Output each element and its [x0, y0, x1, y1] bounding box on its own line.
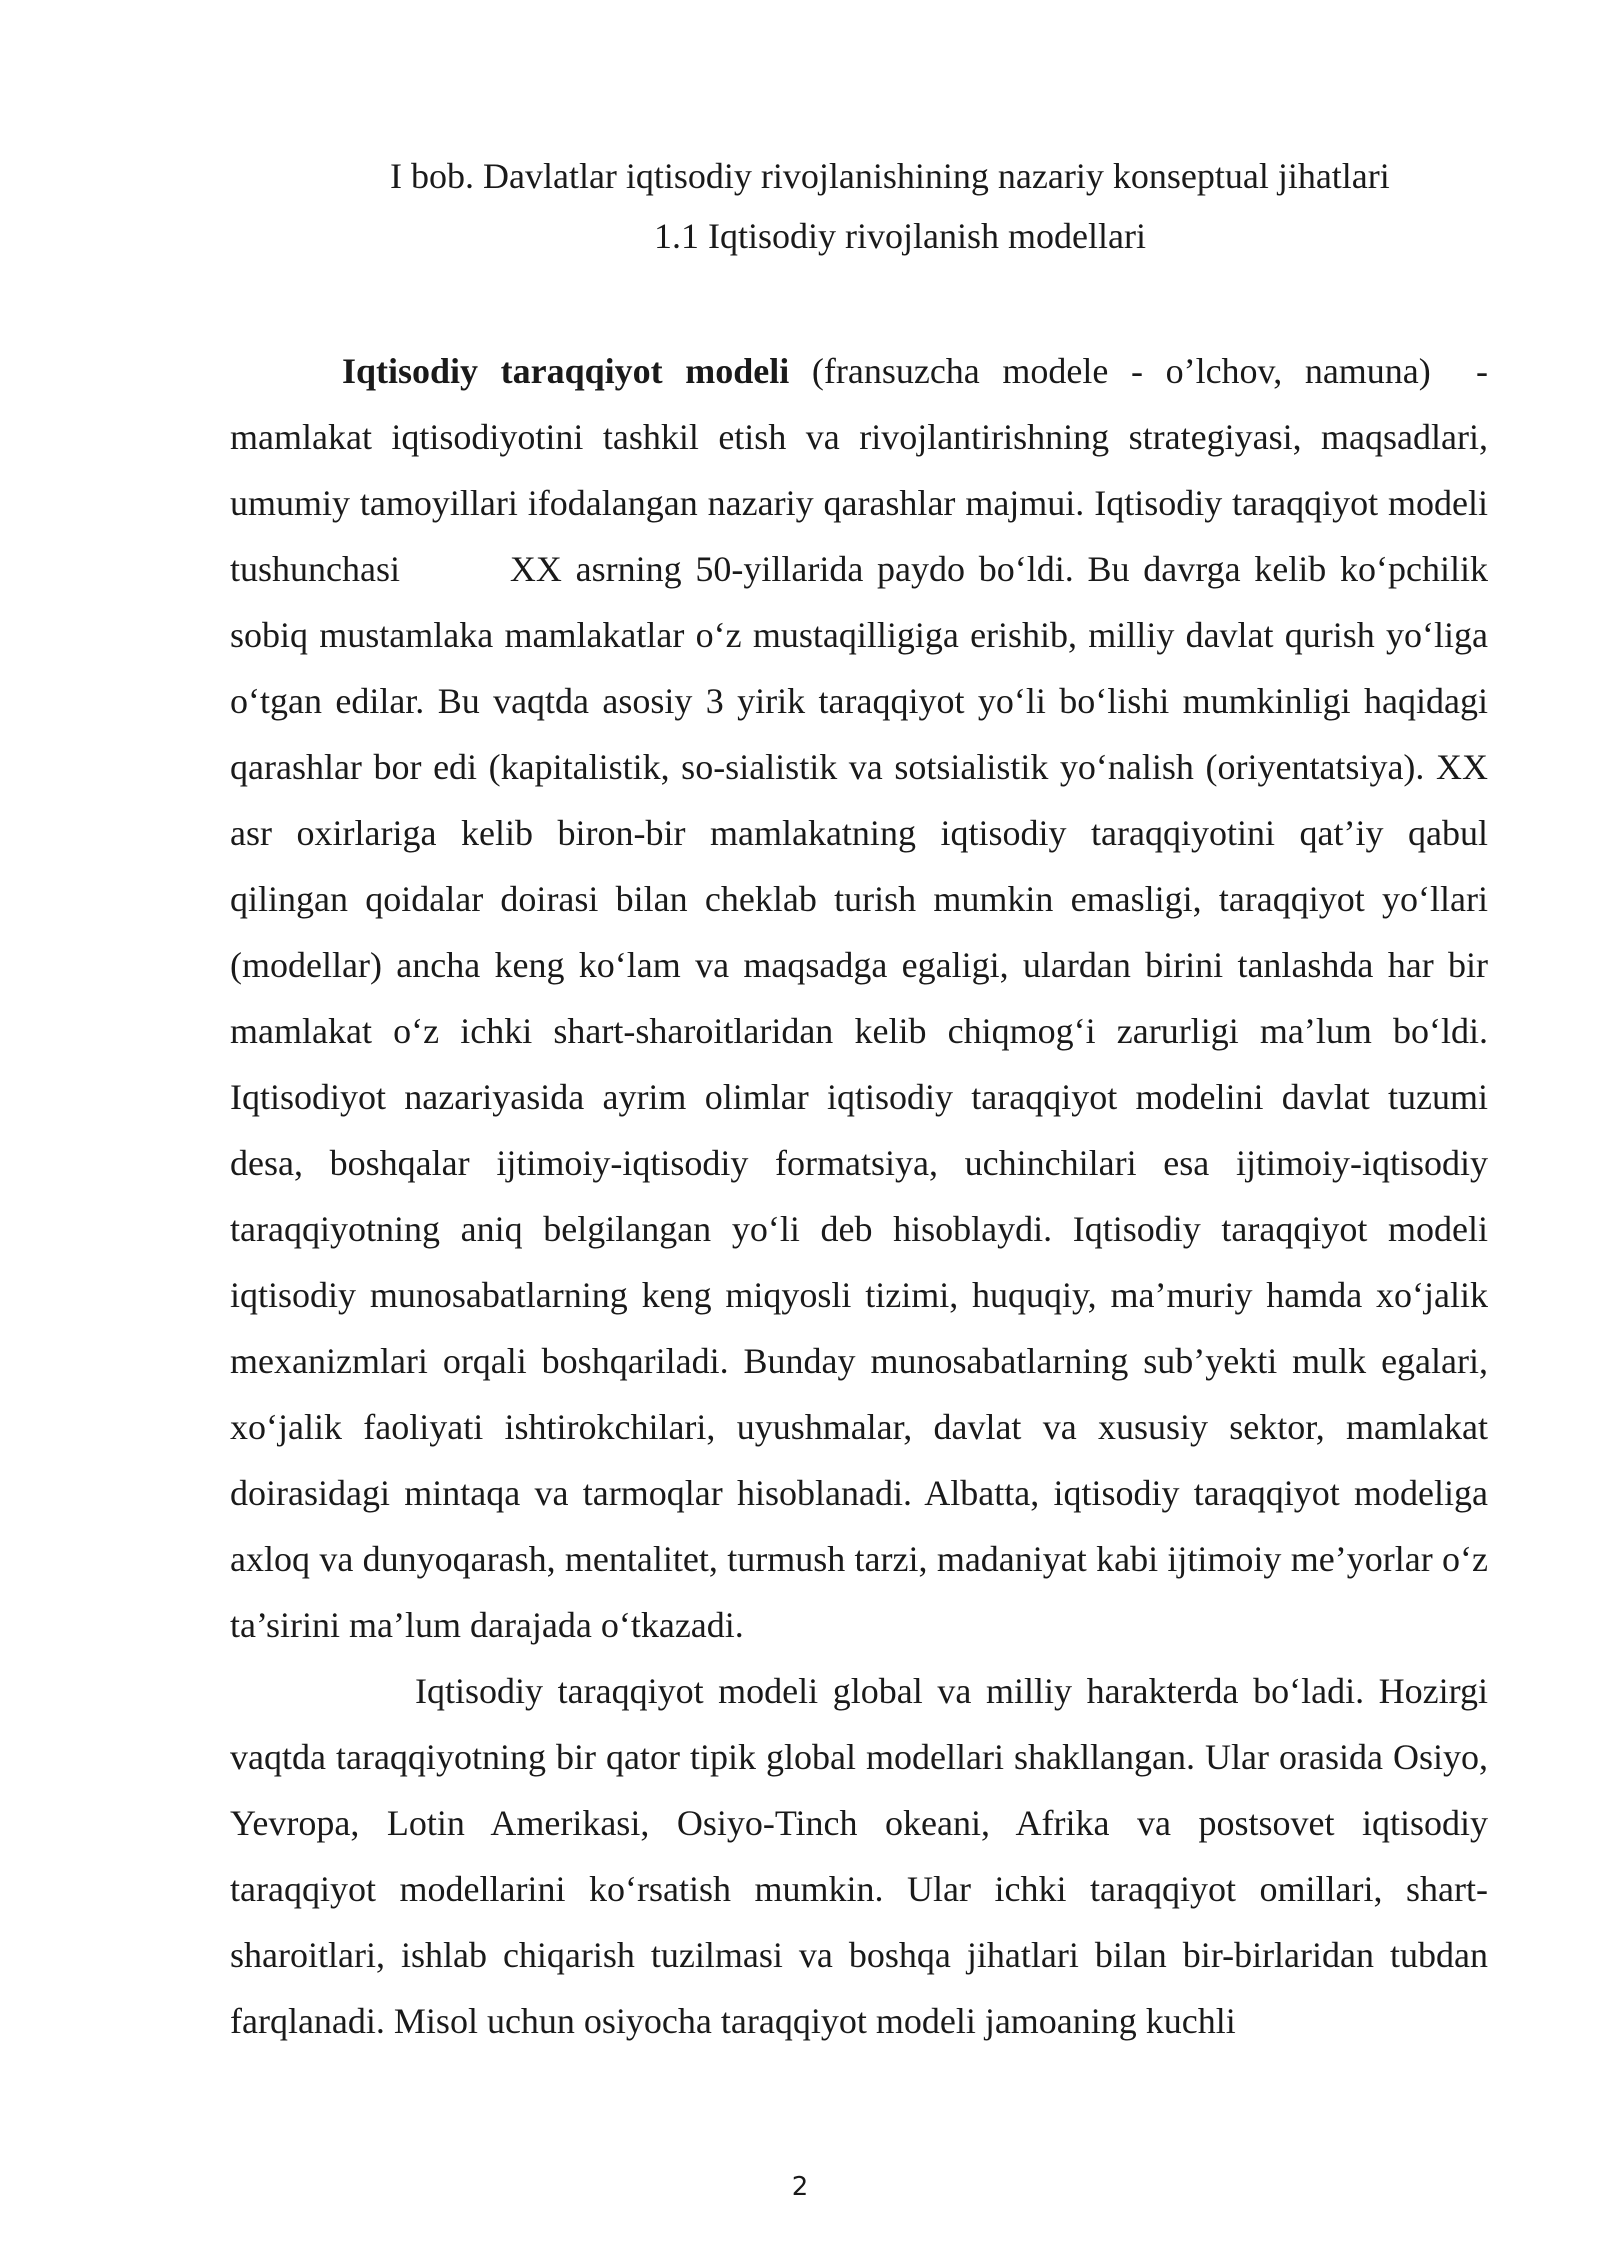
paragraph-1-term: Iqtisodiy taraqqiyot modeli [342, 351, 790, 391]
page-number: 2 [791, 2172, 809, 2202]
chapter-title: I bob. Davlatlar iqtisodiy rivojlanishining nazariy konseptual jihatlari [390, 156, 1390, 196]
paragraph-1-text: (fransuzcha modele - o’lchov, namuna) - mamlakat iqtisodiyotini tashkil etish va rivojlantirishning strategiyasi, maqsadlari, umumiy tamoyillari ifodalangan nazariy qarashlar majmui. Iqtisodiy taraqqiyot modeli tushunchasi XX asrning 50-yillarida paydo bo‘ldi. Bu davrga kelib ko‘pchilik sobiq mustamlaka mamlakatlar o‘z mustaqilligiga erishib, milliy davlat qurish yo‘liga o‘tgan edilar. Bu vaqtda asosiy 3 yirik taraqqiyot yo‘li bo‘lishi mumkinligi haqidagi qarashlar bor edi (kapitalistik, so-sialistik va sotsialistik yo‘nalish (oriyentatsiya). XX asr oxirlariga kelib biron-bir mamlakatning iqtisodiy taraqqiyotini qat’iy qabul qilingan qoidalar doirasi bilan cheklab turish mumkin emasligi, taraqqiyot yo‘llari (modellar) ancha keng ko‘lam va maqsadga egaligi, ulardan birini tanlashda har bir mamlakat o‘z ichki shart-sharoitlaridan kelib chiqmog‘i zarurligi ma’lum bo‘ldi. Iqtisodiyot nazariyasida ayrim olimlar iqtisodiy taraqqiyot modelini davlat tuzumi desa, boshqalar ijtimoiy-iqtisodiy formatsiya, uchinchilari esa ijtimoiy-iqtisodiy taraqqiyotning aniq belgilangan yo‘li deb hisoblaydi. Iqtisodiy taraqqiyot modeli iqtisodiy munosabatlarning keng miqyosli tizimi, huquqiy, ma’muriy hamda xo‘jalik mexanizmlari orqali boshqariladi. Bunday munosabatlarning sub’yekti mulk egalari, xo‘jalik faoliyati ishtirokchilari, uyushmalar, davlat va xususiy sektor, mamlakat doirasidagi mintaqa va tarmoqlar hisoblanadi. Albatta, iqtisodiy taraqqiyot modeliga axloq va dunyoqarash, mentalitet, turmush tarzi, madaniyat kabi ijtimoiy me’yorlar o‘z ta’sirini ma’lum darajada o‘tkazadi. [230, 351, 1497, 1645]
document-body [230, 338, 1497, 2054]
paragraph-2: Iqtisodiy taraqqiyot modeli global va milliy harakterda bo‘ladi. Hozirgi vaqtda taraqqiyotning bir qator tipik global modellari shakllangan. Ular orasida Osiyo, Yevropa, Lotin Amerikasi, Osiyo-Tinch okeani, Afrika va postsovet iqtisodiy taraqqiyot modellarini ko‘rsatish mumkin. Ular ichki taraqqiyot omillari, shart-sharoitlari, ishlab chiqarish tuzilmasi va boshqa jihatlari bilan bir-birlaridan tubdan farqlanadi. Misol uchun osiyocha taraqqiyot modeli jamoaning kuchli [230, 1671, 1488, 2041]
section-title: 1.1 Iqtisodiy rivojlanish modellari [654, 216, 1146, 256]
paragraph-1 [230, 338, 1497, 1658]
document-page [230, 150, 1497, 2054]
